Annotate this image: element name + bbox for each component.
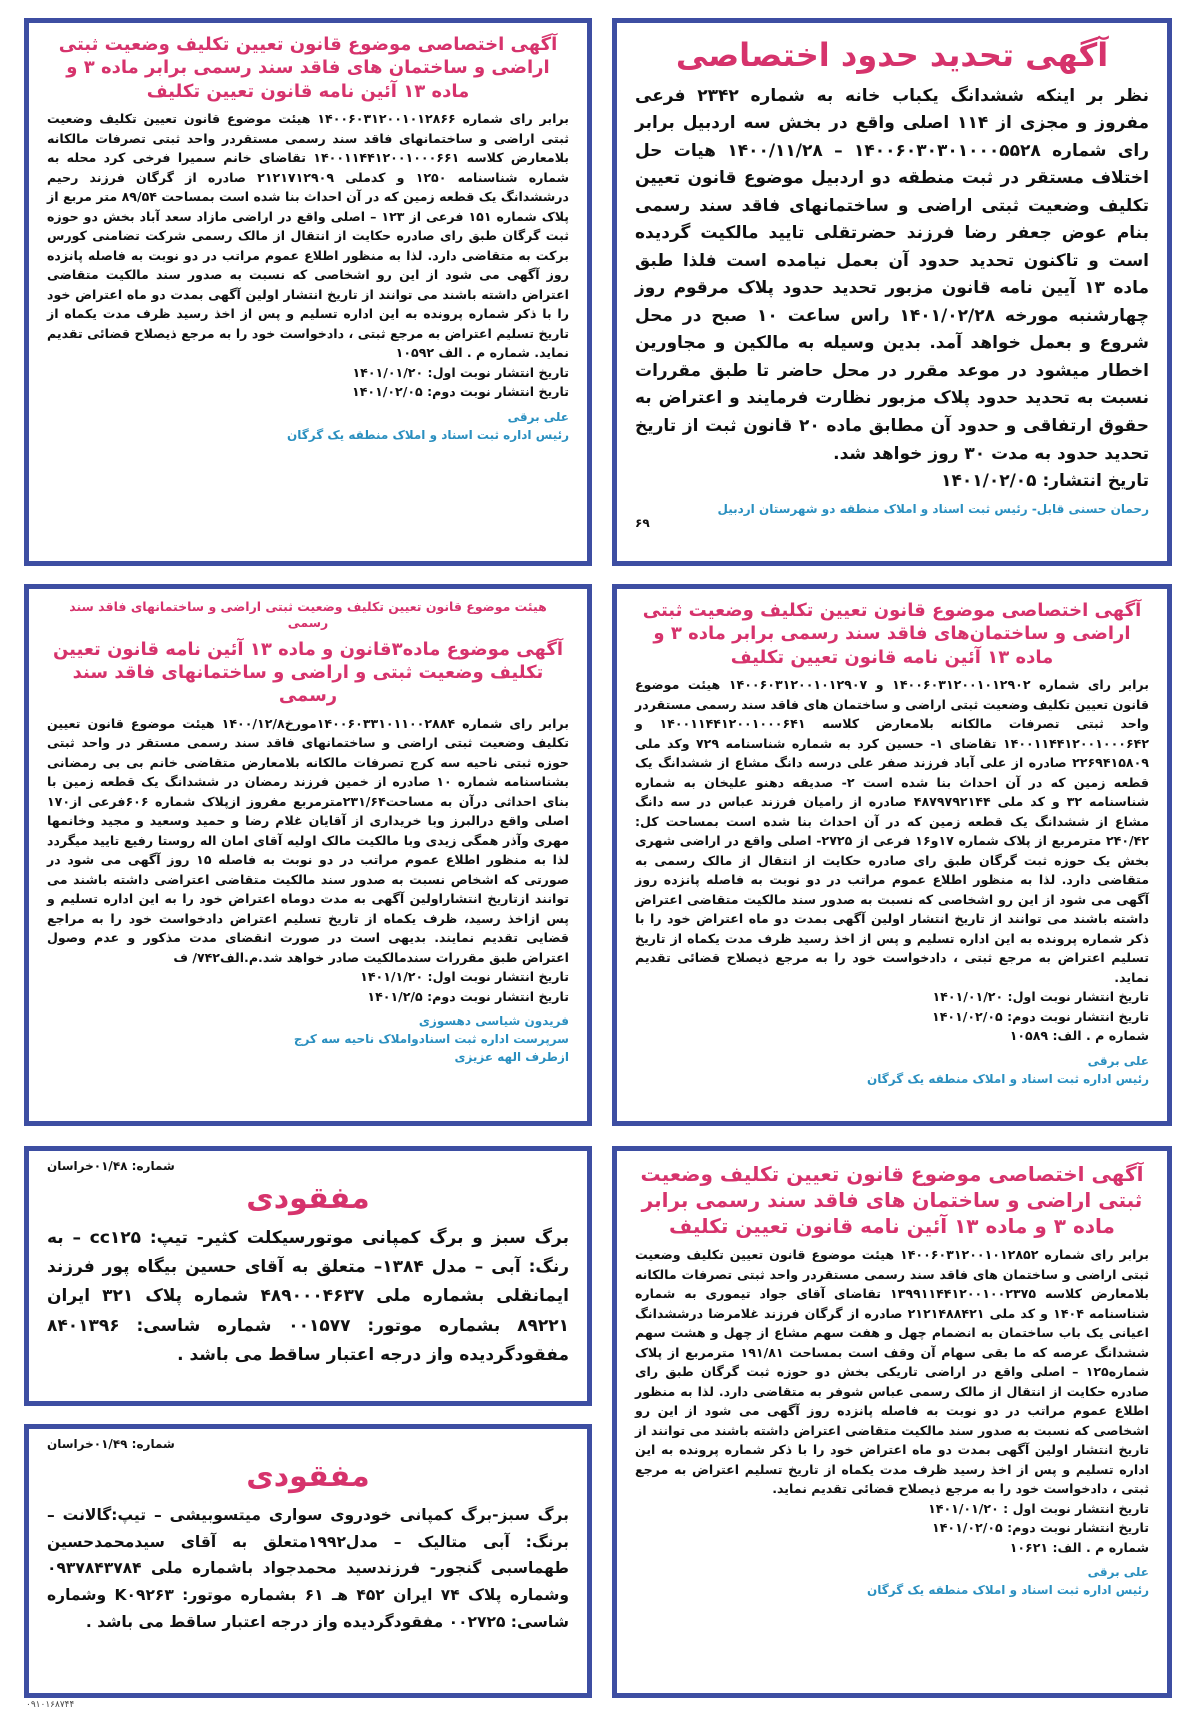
ad2-date-second: تاریخ انتشار نوبت دوم: ۱۴۰۱/۰۲/۰۵: [352, 384, 569, 400]
ad3-signer: علی برقی: [1087, 1053, 1149, 1068]
ad5-date-second: تاریخ انتشار نوبت دوم: ۱۴۰۱/۰۲/۰۵: [932, 1520, 1149, 1536]
ad-legal-notice-gorgan-1: [24, 18, 592, 566]
ad3-date-first: تاریخ انتشار نوبت اول: ۱۴۰۱/۰۱/۲۰: [932, 989, 1149, 1005]
ad3-date-second: تاریخ انتشار نوبت دوم: ۱۴۰۱/۰۲/۰۵: [932, 1008, 1149, 1024]
ad4-date-first: تاریخ انتشار نوبت اول: ۱۴۰۱/۱/۲۰: [360, 969, 569, 985]
ad7-title: مفقودی: [246, 1459, 370, 1494]
ad3-ref: شماره م . الف: ۱۰۵۸۹: [1009, 1028, 1149, 1044]
ad5-signer-title: رئیس اداره ثبت اسناد و املاک منطقه یک گرگان: [867, 1583, 1149, 1598]
ad2-title: آگهی اختصاصی موضوع قانون تعیین تکلیف وضعیت ثبتی اراضی و ساختمان های فاقد سند رسمی برابر ماده ۳ و ماده ۱۳ آئین نامه قانون تعیین تکلیف: [58, 34, 558, 102]
ad6-number: شماره: ۰۱/۴۸خراسان: [47, 1159, 175, 1173]
footer-phone: ۰۹۱۰۱۶۸۷۴۴: [26, 1700, 75, 1710]
ad-legal-notice-gorgan-3: [612, 1146, 1172, 1698]
ad4-body: برابر رای شماره ۱۴۰۰۶۰۳۳۱۰۱۱۰۰۲۸۸۴مورخ۱۴۰۰/۱۲/۸ هیئت موضوع قانون تعیین تکلیف وضعیت ثبتی اراضی و ساختمانهای فاقد سند رسمی مستقر در واحد ثبتی حوزه ثبتی ناحیه سه کرج تصرفات مالکانه بلامعارض متقاضی خانم بی بی رمضانی بشناسنامه شماره ۱۰ صادره از خمین فرزند رمضان در ششدانگ یک قطعه زمین با بنای احداثی درآن به مساحت۲۳۱/۶۴مترمربع مفروز ازپلاک شماره ۶۰۶فرعی از۱۷۰ اصلی واقع درالبرز وبا خریداری از آقایان غلام رضا و حمید وسعید و مجید وخانمها مهری وآذر همگی زیدی وبا مالکیت مالک اولیه آقای امان اله روستا رفیع تایید میگردد لذا به منظور اطلاع عموم مراتب در دو نوبت به فاصله ۱۵ روز آگهی می شود در صورتی که اشخاص نسبت به صدور سند مالکیت متقاضی اعتراضی داشته باشند می توانند ازتاریخ انتشاراولین آگهی به مدت دوماه اعتراض خود را به این اداره تسلیم و پس ازاخذ رسید، ظرف یکماه از تاریخ تسلیم اعتراض دادخواست خود را به مراجع قضایی تقدیم نمایند. بدیهی است در صورت انقضای مدت مذکور و عدم وصول اعتراض طبق مقررات سندمالکیت صادر خواهد شد.م.الف۷۴۲/ ف: [47, 715, 570, 965]
ad4-signer-title: سرپرست اداره ثبت اسنادواملاک ناحیه سه کرج: [293, 1032, 569, 1047]
ad5-signer: علی برقی: [1087, 1565, 1149, 1580]
ad3-body: برابر رای شماره ۱۴۰۰۶۰۳۱۲۰۰۱۰۱۲۹۰۲ و ۱۴۰۰۶۰۳۱۲۰۰۱۰۱۲۹۰۷ هیئت موضوع قانون تعیین تکلیف وضعیت ثبتی اراضی و ساختمان های فاقد سند رسمی مستقردر واحد ثبتی تصرفات مالکانه بلامعارض کلاسه ۱۴۰۰۱۱۴۴۱۲۰۰۱۰۰۰۶۴۱ و ۱۴۰۰۱۱۴۴۱۲۰۰۱۰۰۰۶۴۲ تقاضای ۱- حسین کرد به شماره شناسنامه ۷۲۹ وکد ملی ۲۲۶۹۴۱۵۸۰۹ صادره از علی آباد فرزند صفر علی درسه دانگ مشاع از ششدانگ یک قطعه زمین که در آن احداث بنا شده است ۲- صدیقه دهنو علیخان به شماره شناسنامه ۳۲ و کد ملی ۴۸۷۹۷۹۲۱۴۴ صادره از رامیان فرزند عباس در سه دانگ مشاع از ششدانگ یک قطعه زمین که در آن احداث بنا شده است بمساحت کل: ۲۴۰/۴۲ مترمربع از پلاک شماره ۱۷و۱۶ فرعی از ۲۷۲۵- اصلی واقع در اراضی شهری بخش یک حوزه ثبت گرگان طبق رای صادره حکایت از انتقال از مالک رسمی به متقاضی دارد. لذا به منظور اطلاع عموم مراتب در دو نوبت به فاصله پانزده روز آگهی می شود از این رو اشخاصی که نسبت به صدور سند مالکیت متقاضی اعتراض داشته باشند می توانند از تاریخ انتشار اولین آگهی بمدت دو ماه اعتراض خود را با ذکر شماره پرونده به این اداره تسلیم و پس از اخذ رسید ظرف مدت یکماه از تاریخ تسلیم اعتراض به مرجع ثبتی ، دادخواست خود را به مرجع ذیصلاح قضائی تقدیم نماید.: [635, 677, 1150, 985]
ad5-body: برابر رای شماره ۱۴۰۰۶۰۳۱۲۰۰۱۰۱۲۸۵۲ هیئت موضوع قانون تعیین تکلیف وضعیت ثبتی اراضی و ساختمان های فاقد سند رسمی مستقردر واحد ثبتی تصرفات مالکانه بلامعارض کلاسه ۱۳۹۹۱۱۴۴۱۲۰۰۱۰۰۲۳۷۵ تقاضای آقای جواد تیموری به شماره شناسنامه ۱۴۰۴ و کد ملی ۲۱۲۱۴۸۸۴۲۱ صادره از گرگان فرزند غلامرضا درششدانگ اعیانی یک باب ساختمان به انضمام چهل و هفت سهم مشاع از چهل و هشت سهم ششدانگ عرصه که ما بقی سهام آن وقف است بمساحت ۱۹۱/۸۱ مترمربع از پلاک شماره۱۲۵ – اصلی واقع در اراضی تاریکی بخش دو حوزه ثبت گرگان طبق رای صادره حکایت از انتقال از مالک رسمی عباس شوفر به متقاضی دارد. لذا به منظور اطلاع عموم مراتب در دو نوبت به فاصله پانزده روز آگهی می شود از این رو اشخاصی که نسبت به صدور سند مالکیت متقاضی اعتراض داشته باشند می توانند از تاریخ انتشار اولین آگهی بمدت دو ماه اعتراض خود را با ذکر شماره پرونده به این اداره تسلیم و پس از اخذ رسید ظرف مدت یکماه از تاریخ تسلیم اعتراض به مرجع ثبتی ، دادخواست خود را به مرجع ذیصلاح قضائی تقدیم نماید.: [635, 1247, 1149, 1497]
ad2-date-first: تاریخ انتشار نوبت اول: ۱۴۰۱/۰۱/۲۰: [352, 364, 569, 380]
ad6-title: مفقودی: [246, 1181, 370, 1216]
ad6-body: برگ سبز و برگ کمپانی موتورسیکلت کثیر- تیپ: cc۱۲۵ – به رنگ: آبی – مدل ۱۳۸۴– متعلق به آقای حسین بیگاه پور فرزند ایمانقلی بشماره ملی ۴۸۹۰۰۰۴۶۳۷ شماره پلاک ۳۲۱ ایران ۸۹۲۲۱ بشماره موتور: ۰۰۱۵۷۷ شماره شاسی: ۸۴۰۱۳۹۶ مفقودگردیده واز درجه اعتبار ساقط می باشد .: [47, 1228, 570, 1365]
ad-legal-notice-gorgan-2: [612, 584, 1172, 1126]
ad4-title: آگهی موضوع ماده۳قانون و ماده ۱۳ آئین نامه قانون تعیین تکلیف وضعیت ثبتی و اراضی و ساختمانهای فاقد سند رسمی: [52, 638, 564, 707]
ad5-ref: شماره م . الف: ۱۰۶۲۱: [1009, 1539, 1149, 1555]
ad1-title: آگهی تحدید حدود اختصاصی: [675, 36, 1109, 74]
ad1-date: تاریخ انتشار: ۱۴۰۱/۰۲/۰۵: [941, 471, 1149, 492]
ad1-body: نظر بر اینکه ششدانگ یکباب خانه به شماره ۲۳۴۲ فرعی مفروز و مجزی از ۱۱۴ اصلی واقع در بخش سه اردبیل برابر رای شماره ۱۴۰۰۶۰۳۰۳۰۱۰۰۰۵۵۲۸ – ۱۴۰۰/۱۱/۲۸ هیات حل اختلاف مستقر در ثبت منطقه دو اردبیل موضوع قانون تعیین تکلیف وضعیت ثبتی اراضی و ساختمانهای فاقد سند رسمی بنام عوض جعفر رضا فرزند حضرتقلی تایید مالکیت گردیده است و تاکنون تحدید حدود آن بعمل نیامده است فلذا طبق ماده ۱۳ آیین نامه قانون مزبور تحدید حدود پلاک مرقوم روز چهارشنبه مورخه ۱۴۰۱/۰۲/۲۸ راس ساعت ۱۰ صبح در محل شروع و بعمل خواهد آمد. بدین وسیله به مالکین و مجاورین اخطار میشود در موعد مقرر در محل حاضر تا طبق مقررات نسبت به تحدید حدود پلاک مزبور نظارت فرمایند و اعتراض به حقوق ارتفاقی و حدود آن مطابق ماده ۲۰ قانون ثبت از تاریخ تحدید حدود به مدت ۳۰ روز خواهد شد.: [635, 85, 1150, 464]
ad2-signer: علی برقی: [507, 409, 569, 424]
ad-lost-item-motorcycle: [24, 1146, 592, 1406]
ad2-body: برابر رای شماره ۱۴۰۰۶۰۳۱۲۰۰۱۰۱۲۸۶۶ هیئت موضوع قانون تعیین تکلیف وضعیت ثبتی اراضی و ساختمانهای فاقد سند رسمی مستقردر واحد ثبتی تصرفات مالکانه بلامعارض کلاسه ۱۴۰۰۱۱۴۴۱۲۰۰۱۰۰۰۶۶۱ تقاضای خانم سمیرا فرخی کرد محله به شماره شناسنامه ۱۲۵۰ و کدملی ۲۱۲۱۷۱۲۹۰۹ صادره از گرگان فرزند رحیم درششدانگ یک قطعه زمین که در آن احداث بنا شده است بمساحت ۸۹/۵۴ متر مربع از پلاک شماره ۱۵۱ فرعی از ۱۲۳ – اصلی واقع در اراضی مازاد سعد آباد بخش دو حوزه ثبت گرگان طبق رای صادره حکایت از انتقال از مالک رسمی شرکت تضامنی کورس برکت به متقاضی دارد. لذا به منظور اطلاع عموم مراتب در دو نوبت به فاصله پانزده روز آگهی می شود از این رو اشخاصی که نسبت به صدور سند مالکیت متقاضی اعتراض داشته باشند می توانند از تاریخ انتشار اولین آگهی بمدت دو ماه اعتراض خود را با ذکر شماره پرونده به این اداره تسلیم و پس از اخذ رسید ظرف مدت یکماه از تاریخ تسلیم اعتراض به مرجع ثبتی ، دادخواست خود را به مرجع ذیصلاح قضائی تقدیم نماید. شماره م . الف ۱۰۵۹۲: [47, 111, 569, 361]
ad7-number: شماره: ۰۱/۴۹خراسان: [47, 1437, 175, 1451]
ad3-signer-title: رئیس اداره ثبت اسناد و املاک منطقه یک گرگان: [867, 1071, 1149, 1086]
ad-legal-notice-karaj: [24, 584, 592, 1126]
ad4-signer: فریدون شیاسی دهسوزی: [418, 1014, 569, 1029]
ad5-title: آگهی اختصاصی موضوع قانون تعیین تکلیف وضعیت ثبتی اراضی و ساختمان های فاقد سند رسمی برابر ماده ۳ و ماده ۱۳ آئین نامه قانون تعیین تکلیف: [640, 1162, 1144, 1238]
ad4-date-second: تاریخ انتشار نوبت دوم: ۱۴۰۱/۲/۵: [367, 988, 569, 1004]
ad-lost-item-car: [24, 1424, 592, 1698]
ad4-signer-sub: ازطرف الهه عزیزی: [454, 1050, 569, 1065]
ad1-code: ۶۹: [635, 515, 650, 530]
ad3-title: آگهی اختصاصی موضوع قانون تعیین تکلیف وضعیت ثبتی اراضی و ساختمان‌های فاقد سند رسمی برابر ماده ۳ و ماده ۱۳ آئین نامه قانون تعیین تکلیف: [642, 600, 1142, 668]
ad7-body: برگ سبز-برگ کمپانی خودروی سواری میتسوبیشی – تیپ:گالانت – برنگ: آبی متالیک – مدل۱۹۹۲متعلق به آقای سیدمحمدحسین طهماسبی گنجور- فرزندسید محمدجواد باشماره ملی ۰۹۳۷۸۴۳۷۸۴ وشماره پلاک ۷۴ ایران ۴۵۲ هـ ۶۱ بشماره موتور: K۰۹۲۶۳ وشماره شاسی: ۰۰۲۷۲۵ مفقودگردیده واز درجه اعتبار ساقط می باشد .: [47, 1506, 569, 1631]
ad4-subtitle: هیئت موضوع قانون تعیین تکلیف وضعیت ثبتی اراضی و ساختمانهای فاقد سند رسمی: [69, 599, 547, 631]
ad1-signature: رحمان حسنی قابل- رئیس ثبت اسناد و املاک منطقه دو شهرستان اردبیل: [717, 501, 1149, 516]
ad-boundary-demarcation: [612, 18, 1172, 566]
ad2-signer-title: رئیس اداره ثبت اسناد و املاک منطقه یک گرگان: [287, 427, 569, 442]
ad5-date-first: تاریخ انتشار نوبت اول : ۱۴۰۱/۰۱/۲۰: [928, 1500, 1149, 1516]
